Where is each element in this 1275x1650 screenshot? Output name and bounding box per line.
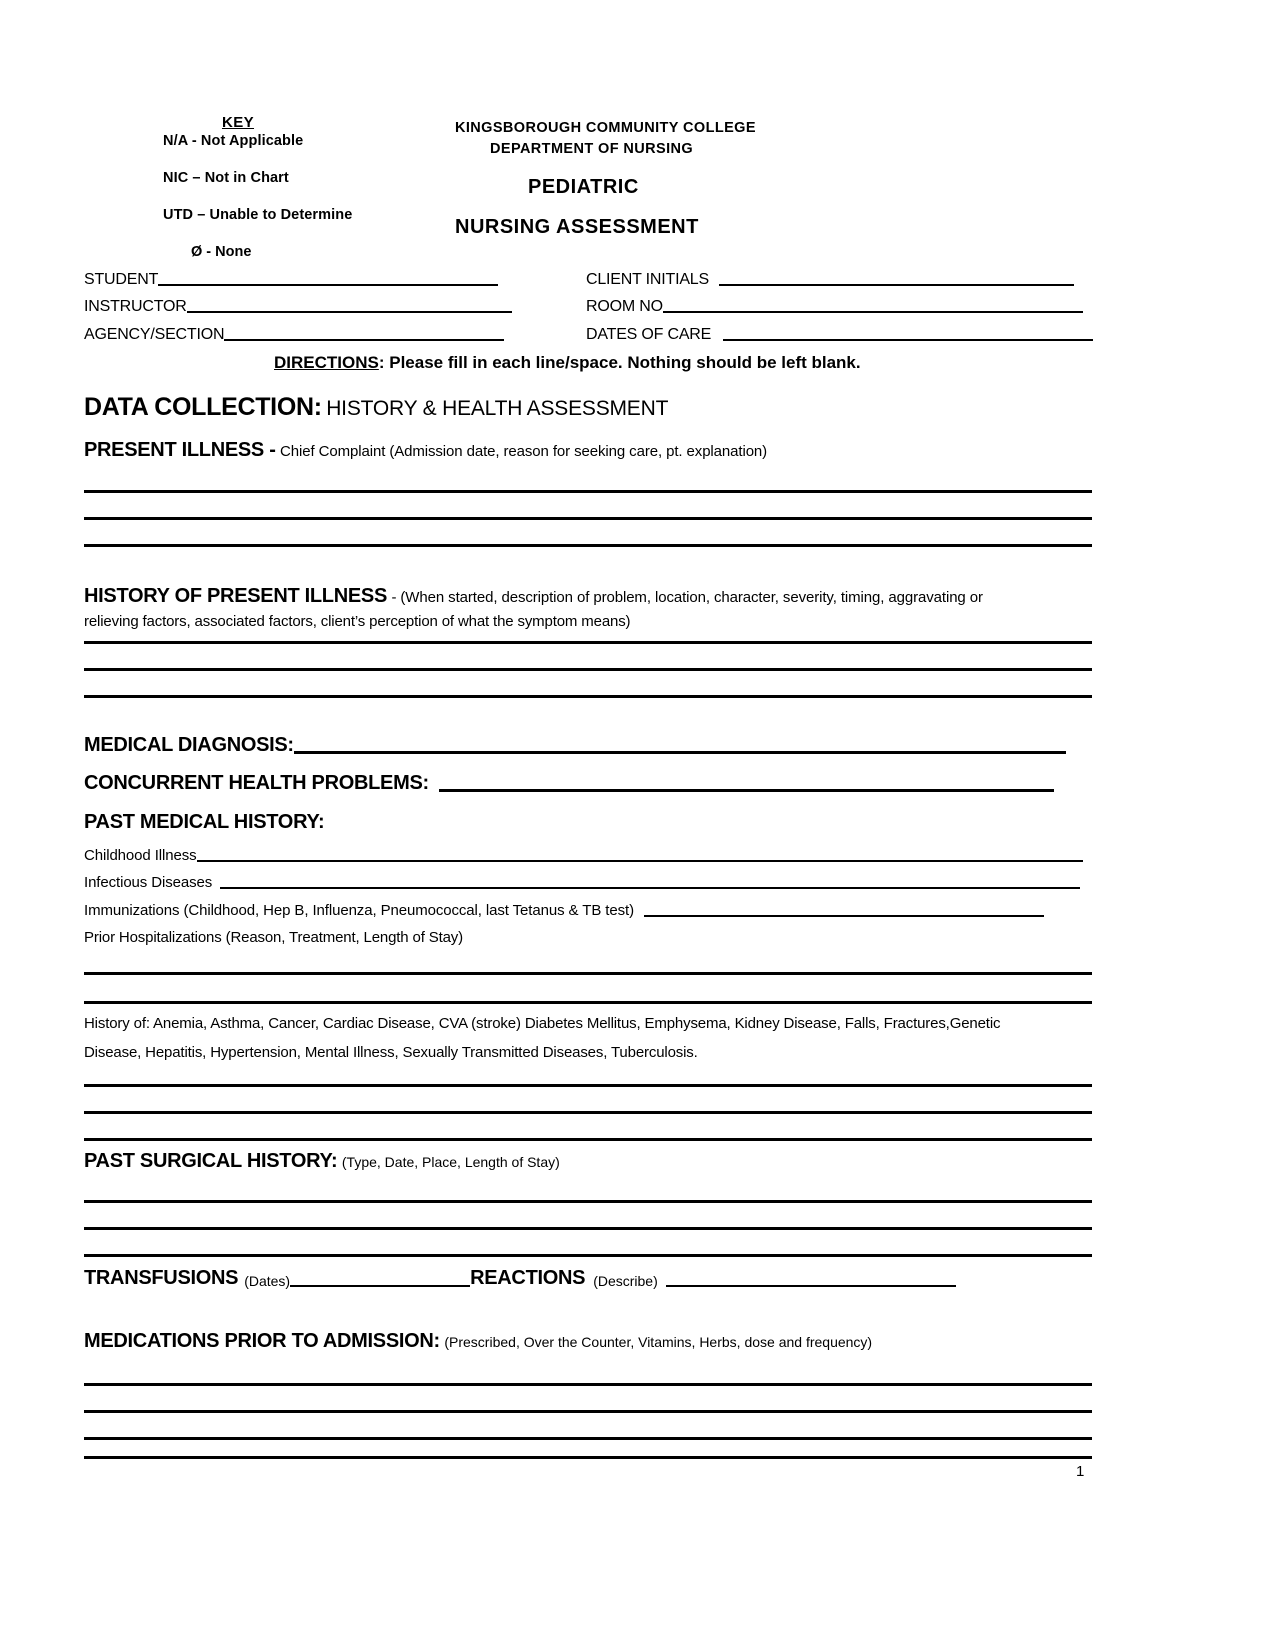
field-dates-of-care[interactable] (586, 327, 1093, 343)
field-instructor-label: INSTRUCTOR (84, 298, 187, 315)
pmh-prior-hospitalizations-line-2[interactable] (84, 1001, 1092, 1004)
present-illness-line-2[interactable] (84, 517, 1092, 520)
key-item-utd: UTD – Unable to Determine (163, 207, 353, 223)
history-present-illness-heading (84, 585, 983, 608)
key-legend (163, 114, 443, 260)
medications-label: MEDICATIONS PRIOR TO ADMISSION: (84, 1330, 440, 1352)
data-collection-subtitle: HISTORY & HEALTH ASSESSMENT (326, 397, 669, 420)
pmh-history-of-line-c[interactable] (84, 1138, 1092, 1141)
past-surgical-history-line-1[interactable] (84, 1200, 1092, 1203)
directions-text: : Please fill in each line/space. Nothing should be left blank. (378, 353, 861, 372)
past-surgical-history-heading (84, 1150, 560, 1173)
medications-line-2[interactable] (84, 1410, 1092, 1413)
field-room-no-input[interactable] (663, 311, 1083, 313)
history-present-illness-line-2[interactable] (84, 668, 1092, 671)
past-medical-history-heading (84, 811, 324, 834)
present-illness-line-1[interactable] (84, 490, 1092, 493)
pmh-infectious-diseases-row[interactable] (84, 875, 1080, 890)
data-collection-heading (84, 393, 668, 422)
history-present-illness-note-2-wrap (84, 613, 630, 631)
history-present-illness-title: HISTORY OF PRESENT ILLNESS (84, 585, 387, 607)
pmh-prior-hospitalizations-line-1[interactable] (84, 972, 1092, 975)
medical-diagnosis-label: MEDICAL DIAGNOSIS: (84, 734, 294, 756)
reactions-note: (Describe) (593, 1273, 658, 1289)
pmh-history-of-line-1: History of: Anemia, Asthma, Cancer, Cardiac Disease, CVA (stroke) Diabetes Mellitus, Emphysema, Kidney Disease, Falls, Fractures,Genetic (84, 1015, 1001, 1032)
present-illness-note: Chief Complaint (Admission date, reason for seeking care, pt. explanation) (280, 443, 768, 460)
pmh-prior-hospitalizations-label-wrap (84, 929, 463, 947)
pmh-immunizations-input[interactable] (644, 915, 1044, 917)
directions-label: DIRECTIONS (274, 353, 379, 372)
pmh-childhood-illness-label: Childhood Illness (84, 847, 197, 864)
field-room-no[interactable] (586, 299, 1083, 315)
field-student[interactable] (84, 272, 498, 288)
field-student-label: STUDENT (84, 271, 159, 288)
key-item-na: N/A - Not Applicable (163, 133, 304, 149)
department-name: DEPARTMENT OF NURSING (490, 141, 694, 158)
directions (274, 353, 861, 373)
program-name: PEDIATRIC (528, 176, 639, 199)
transfusions-row[interactable] (84, 1268, 956, 1288)
pmh-childhood-illness-row[interactable] (84, 848, 1083, 863)
past-surgical-history-line-3[interactable] (84, 1254, 1092, 1257)
pmh-immunizations-row[interactable] (84, 903, 1044, 918)
past-surgical-history-line-2[interactable] (84, 1227, 1092, 1230)
field-agency-section-input[interactable] (224, 339, 504, 341)
pmh-infectious-diseases-input[interactable] (220, 887, 1080, 889)
field-dates-of-care-label: DATES OF CARE (586, 326, 712, 343)
medical-diagnosis-row[interactable] (84, 735, 1066, 755)
pmh-childhood-illness-input[interactable] (197, 860, 1083, 862)
medications-line-1[interactable] (84, 1383, 1092, 1386)
field-client-initials-input[interactable] (719, 284, 1074, 286)
footer-divider (84, 1456, 1092, 1459)
field-instructor-input[interactable] (187, 311, 512, 313)
pmh-infectious-diseases-label: Infectious Diseases (84, 874, 213, 891)
pmh-history-of-paragraph (84, 1010, 1000, 1067)
field-dates-of-care-input[interactable] (723, 339, 1093, 341)
field-instructor[interactable] (84, 299, 512, 315)
history-present-illness-note-1: - (When started, description of problem, location, character, severity, timing, aggravating or (391, 589, 983, 606)
transfusions-input[interactable] (290, 1285, 470, 1287)
form-title: NURSING ASSESSMENT (455, 216, 699, 239)
present-illness-line-3[interactable] (84, 544, 1092, 547)
transfusions-note: (Dates) (244, 1273, 291, 1289)
transfusions-label: TRANSFUSIONS (84, 1267, 239, 1289)
page-number: 1 (1076, 1463, 1085, 1480)
history-present-illness-note-2: relieving factors, associated factors, client’s perception of what the symptom means) (84, 613, 631, 630)
institution-name: KINGSBOROUGH COMMUNITY COLLEGE (455, 120, 756, 136)
pmh-history-of-line-a[interactable] (84, 1084, 1092, 1087)
field-room-no-label: ROOM NO (586, 298, 663, 315)
present-illness-title: PRESENT ILLNESS - (84, 439, 276, 461)
present-illness-heading (84, 439, 767, 462)
key-item-nic: NIC – Not in Chart (163, 170, 289, 186)
history-present-illness-line-3[interactable] (84, 695, 1092, 698)
past-medical-history-label: PAST MEDICAL HISTORY: (84, 811, 325, 833)
field-client-initials-label: CLIENT INITIALS (586, 271, 709, 288)
medications-heading (84, 1330, 872, 1353)
pmh-history-of-line-2: Disease, Hepatitis, Hypertension, Mental Illness, Sexually Transmitted Diseases, Tuberculosis. (84, 1043, 698, 1061)
history-present-illness-line-1[interactable] (84, 641, 1092, 644)
reactions-input[interactable] (666, 1285, 956, 1287)
past-surgical-history-note: (Type, Date, Place, Length of Stay) (341, 1154, 560, 1170)
field-agency-section[interactable] (84, 327, 504, 343)
concurrent-health-problems-row[interactable] (84, 773, 1054, 793)
pmh-immunizations-label: Immunizations (Childhood, Hep B, Influenza, Pneumococcal, last Tetanus & TB test) (84, 902, 634, 919)
concurrent-health-problems-input[interactable] (439, 789, 1054, 792)
key-item-none: Ø - None (191, 244, 252, 260)
medications-line-3[interactable] (84, 1437, 1092, 1440)
data-collection-title: DATA COLLECTION: (84, 393, 322, 421)
concurrent-health-problems-label: CONCURRENT HEALTH PROBLEMS: (84, 772, 429, 794)
reactions-label: REACTIONS (470, 1267, 586, 1289)
field-agency-section-label: AGENCY/SECTION (84, 326, 225, 343)
medications-note: (Prescribed, Over the Counter, Vitamins, Herbs, dose and frequency) (444, 1334, 873, 1350)
medical-diagnosis-input[interactable] (294, 751, 1066, 754)
key-title: KEY (221, 114, 255, 131)
past-surgical-history-label: PAST SURGICAL HISTORY: (84, 1150, 338, 1172)
pmh-prior-hospitalizations-label: Prior Hospitalizations (Reason, Treatment, Length of Stay) (84, 929, 463, 946)
field-student-input[interactable] (158, 284, 498, 286)
pmh-history-of-line-b[interactable] (84, 1111, 1092, 1114)
field-client-initials[interactable] (586, 272, 1074, 288)
form-header (455, 118, 855, 239)
